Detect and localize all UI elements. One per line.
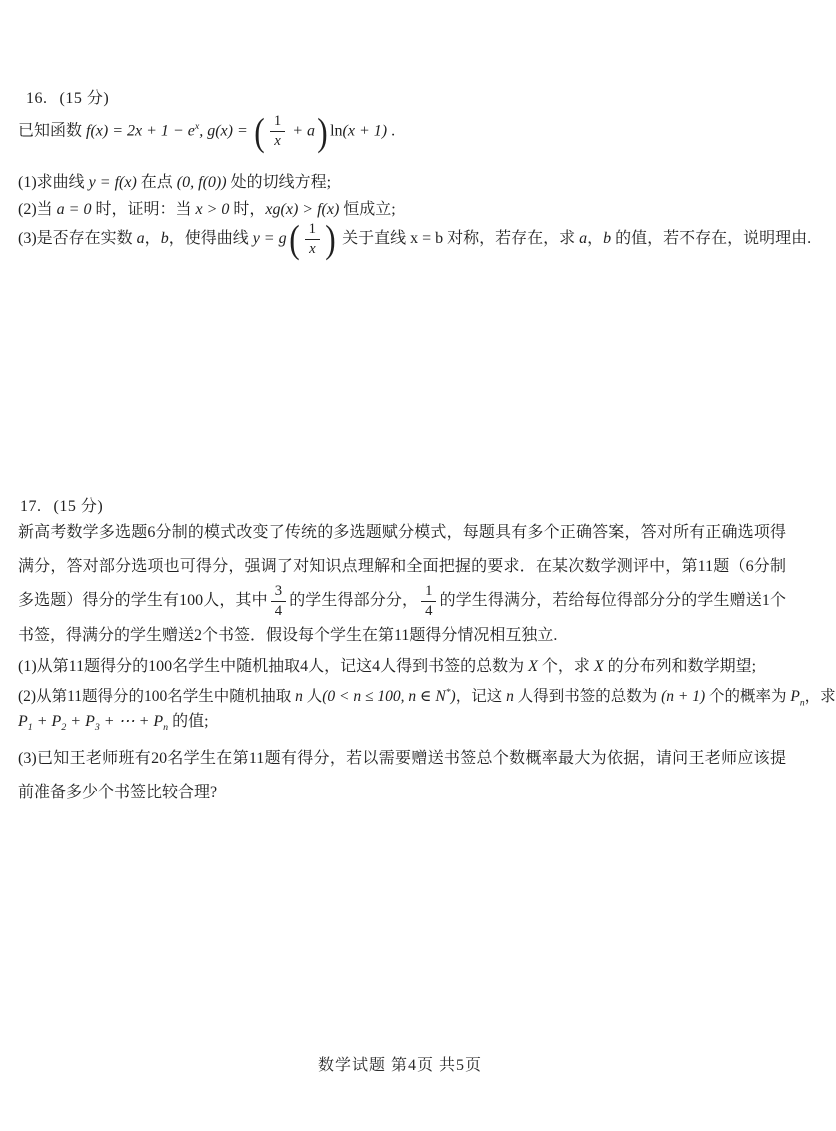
math-run: f(x) = 2x + 1 − e bbox=[86, 122, 195, 140]
text-run: 人 bbox=[302, 688, 323, 706]
text-run: ， bbox=[587, 229, 604, 247]
fraction bbox=[270, 114, 285, 148]
text-run: ，记这 bbox=[455, 688, 507, 706]
text-run: (2)从第11题得分的100名学生中随机抽取 bbox=[18, 688, 296, 706]
math-run: ) bbox=[450, 688, 456, 706]
math-run: a bbox=[136, 229, 145, 247]
problem-17-score: (15 分) bbox=[53, 498, 104, 515]
text-run: 人得到书签的总数为 bbox=[513, 688, 662, 706]
text-run: 的值，若不存在，说明理由. bbox=[611, 229, 812, 247]
text-run: 恒成立; bbox=[339, 201, 396, 218]
subscript: n bbox=[799, 697, 805, 709]
text-run: 时，证明：当 bbox=[91, 201, 196, 218]
text-run: ln bbox=[330, 122, 343, 140]
text-run: 处的切线方程; bbox=[226, 174, 332, 191]
math-run: (x + 1) bbox=[342, 122, 388, 140]
problem-17-part-2-sum bbox=[18, 709, 786, 741]
text-run: 时， bbox=[229, 201, 266, 218]
math-run: x > 0 bbox=[195, 201, 230, 218]
text-run: (1)求曲线 bbox=[18, 174, 89, 191]
subscript: 3 bbox=[94, 722, 100, 734]
math-run: (0, f(0)) bbox=[176, 174, 227, 191]
page-footer-text: 数学试题 第4页 共5页 bbox=[317, 1057, 482, 1074]
superscript: * bbox=[445, 687, 451, 698]
problem-17-number: 17. bbox=[20, 498, 42, 515]
problem-17-part-1 bbox=[18, 654, 786, 680]
problem-17-part-3 bbox=[18, 742, 786, 810]
fraction-numerator: 1 bbox=[421, 584, 436, 602]
math-run: P bbox=[790, 688, 800, 706]
text-run: 的学生得满分，若给每位得部分分的学生赠送1个书签，得满分的学生赠送2个书签．假设每个学生在第11题得分情况相互独立. bbox=[18, 592, 786, 644]
fraction-denominator: x bbox=[274, 133, 281, 150]
problem-16-part-2 bbox=[18, 197, 786, 223]
text-run: 个的概率为 bbox=[705, 688, 791, 706]
superscript: x bbox=[194, 121, 200, 132]
math-run: b bbox=[160, 229, 169, 247]
problem-16-part-3: (3)是否存在实数 a，b，使得曲线 y = g( $\frac{1}{x}$ ) 关于直线 x = b 对称，若存在，求 a，b 的值，若不存在，说明理由. bbox=[18, 218, 812, 262]
math-run: a bbox=[579, 229, 588, 247]
fraction-numerator: 1 bbox=[270, 114, 285, 132]
text-run: ， bbox=[144, 229, 161, 247]
text-run: . bbox=[387, 122, 396, 140]
math-run: X bbox=[528, 658, 538, 675]
problem-16-score: (15 分) bbox=[59, 90, 110, 107]
fraction bbox=[421, 584, 436, 618]
problem-16-heading bbox=[26, 86, 786, 112]
text-run: 在点 bbox=[136, 174, 177, 191]
fraction bbox=[305, 222, 320, 256]
text-run: 的学生得部分分， bbox=[289, 592, 419, 609]
text-run: ，求 bbox=[804, 688, 836, 706]
problem-16-part-1 bbox=[18, 170, 786, 196]
math-run: (0 < n ≤ 100, n ∈ N bbox=[322, 688, 446, 706]
math-run: y = f(x) bbox=[88, 174, 137, 191]
math-run: X bbox=[593, 658, 604, 675]
math-run: n bbox=[295, 688, 303, 706]
text-run: ，使得曲线 bbox=[168, 229, 253, 247]
problem-17-statement bbox=[18, 516, 786, 653]
math-run: , g(x) = bbox=[199, 122, 252, 140]
fraction-denominator: 4 bbox=[274, 602, 283, 619]
text-run: 的值; bbox=[168, 713, 209, 730]
problem-16-intro: 已知函数 $f(x) = 2x + 1 - e^x$, g(x) = ( $\frac{1}{x}$ + a) ln(x + 1) . bbox=[18, 110, 396, 154]
math-run: + a bbox=[288, 122, 315, 140]
text-run: 新高考数学多选题6分制的模式改变了传统的多选题赋分模式，每题具有多个正确答案，答对所有正确选项得满分，答对部分选项也可得分，强调了对知识点理解和全面把握的要求．在某次数学测评中，第11题（6分制多选题）得分的学生有100人，其中 bbox=[18, 524, 786, 609]
fraction-denominator: x bbox=[309, 240, 316, 257]
fraction-denominator: 4 bbox=[425, 602, 433, 619]
math-run: P bbox=[18, 713, 28, 730]
subscript: n bbox=[163, 722, 169, 734]
subscript: 1 bbox=[27, 722, 33, 734]
fraction-numerator: 1 bbox=[305, 222, 320, 240]
text-run: 的分布列和数学期望; bbox=[603, 658, 757, 675]
math-run: + P bbox=[32, 713, 62, 730]
fraction bbox=[271, 584, 286, 618]
page-footer bbox=[0, 1052, 800, 1075]
text-run: (3)是否存在实数 bbox=[18, 229, 137, 247]
math-run: y = g bbox=[252, 229, 287, 247]
math-run: b bbox=[603, 229, 612, 247]
math-run: xg(x) > f(x) bbox=[265, 201, 340, 218]
math-run: + P bbox=[66, 713, 95, 730]
text-run: 个，求 bbox=[537, 658, 594, 675]
text-run: (3)已知王老师班有20名学生在第11题有得分，若以需要赠送书签总个数概率最大为依据，请问王老师应该提前准备多少个书签比较合理? bbox=[18, 750, 786, 801]
math-run: (n + 1) bbox=[661, 688, 706, 706]
fraction-numerator: 3 bbox=[271, 584, 286, 602]
math-run: a = 0 bbox=[56, 201, 92, 218]
text-run: 已知函数 bbox=[18, 122, 87, 140]
math-run: + ⋯ + P bbox=[99, 713, 164, 730]
text-run: (2)当 bbox=[18, 201, 57, 218]
problem-16-number: 16. bbox=[26, 90, 48, 107]
math-run: n bbox=[506, 688, 514, 706]
subscript: 2 bbox=[61, 722, 67, 734]
text-run: (1)从第11题得分的100名学生中随机抽取4人，记这4人得到书签的总数为 bbox=[18, 658, 529, 675]
text-run: 关于直线 x = b 对称，若存在，求 bbox=[338, 229, 580, 247]
